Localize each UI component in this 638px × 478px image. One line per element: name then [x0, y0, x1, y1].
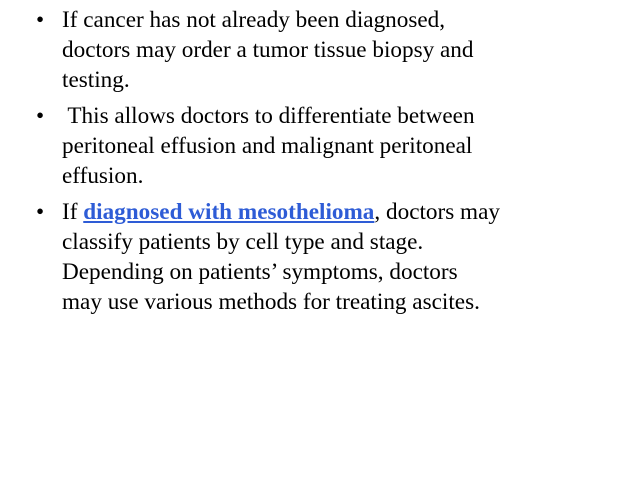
bullet-item-2 [36, 101, 626, 191]
bullet-2-line-3: effusion. [62, 163, 144, 189]
bullet-icon: • [36, 103, 45, 129]
bullet-3-suffix: , doctors may [374, 199, 500, 225]
bullet-2-line-2: peritoneal effusion and malignant peritoneal [62, 133, 473, 159]
bullet-3-line-1 [62, 197, 626, 227]
bullet-1-line-1: If cancer has not already been diagnosed, [62, 7, 446, 33]
bullet-2-line-1: This allows doctors to differentiate between [62, 103, 475, 129]
bullet-3-line-2: classify patients by cell type and stage. [62, 229, 424, 255]
bullet-item-1 [36, 5, 626, 95]
bullet-list [36, 5, 626, 323]
bullet-1-line-2: doctors may order a tumor tissue biopsy and [62, 37, 474, 63]
bullet-3-line-3: Depending on patients’ symptoms, doctors [62, 259, 458, 285]
bullet-icon: • [36, 199, 45, 225]
bullet-1-line-3: testing. [62, 67, 130, 93]
bullet-3-prefix: If [62, 199, 84, 225]
mesothelioma-link[interactable]: diagnosed with mesothelioma [83, 199, 375, 225]
bullet-icon: • [36, 7, 45, 33]
bullet-item-3 [36, 197, 626, 317]
bullet-3-line-4: may use various methods for treating ascites. [62, 289, 480, 315]
